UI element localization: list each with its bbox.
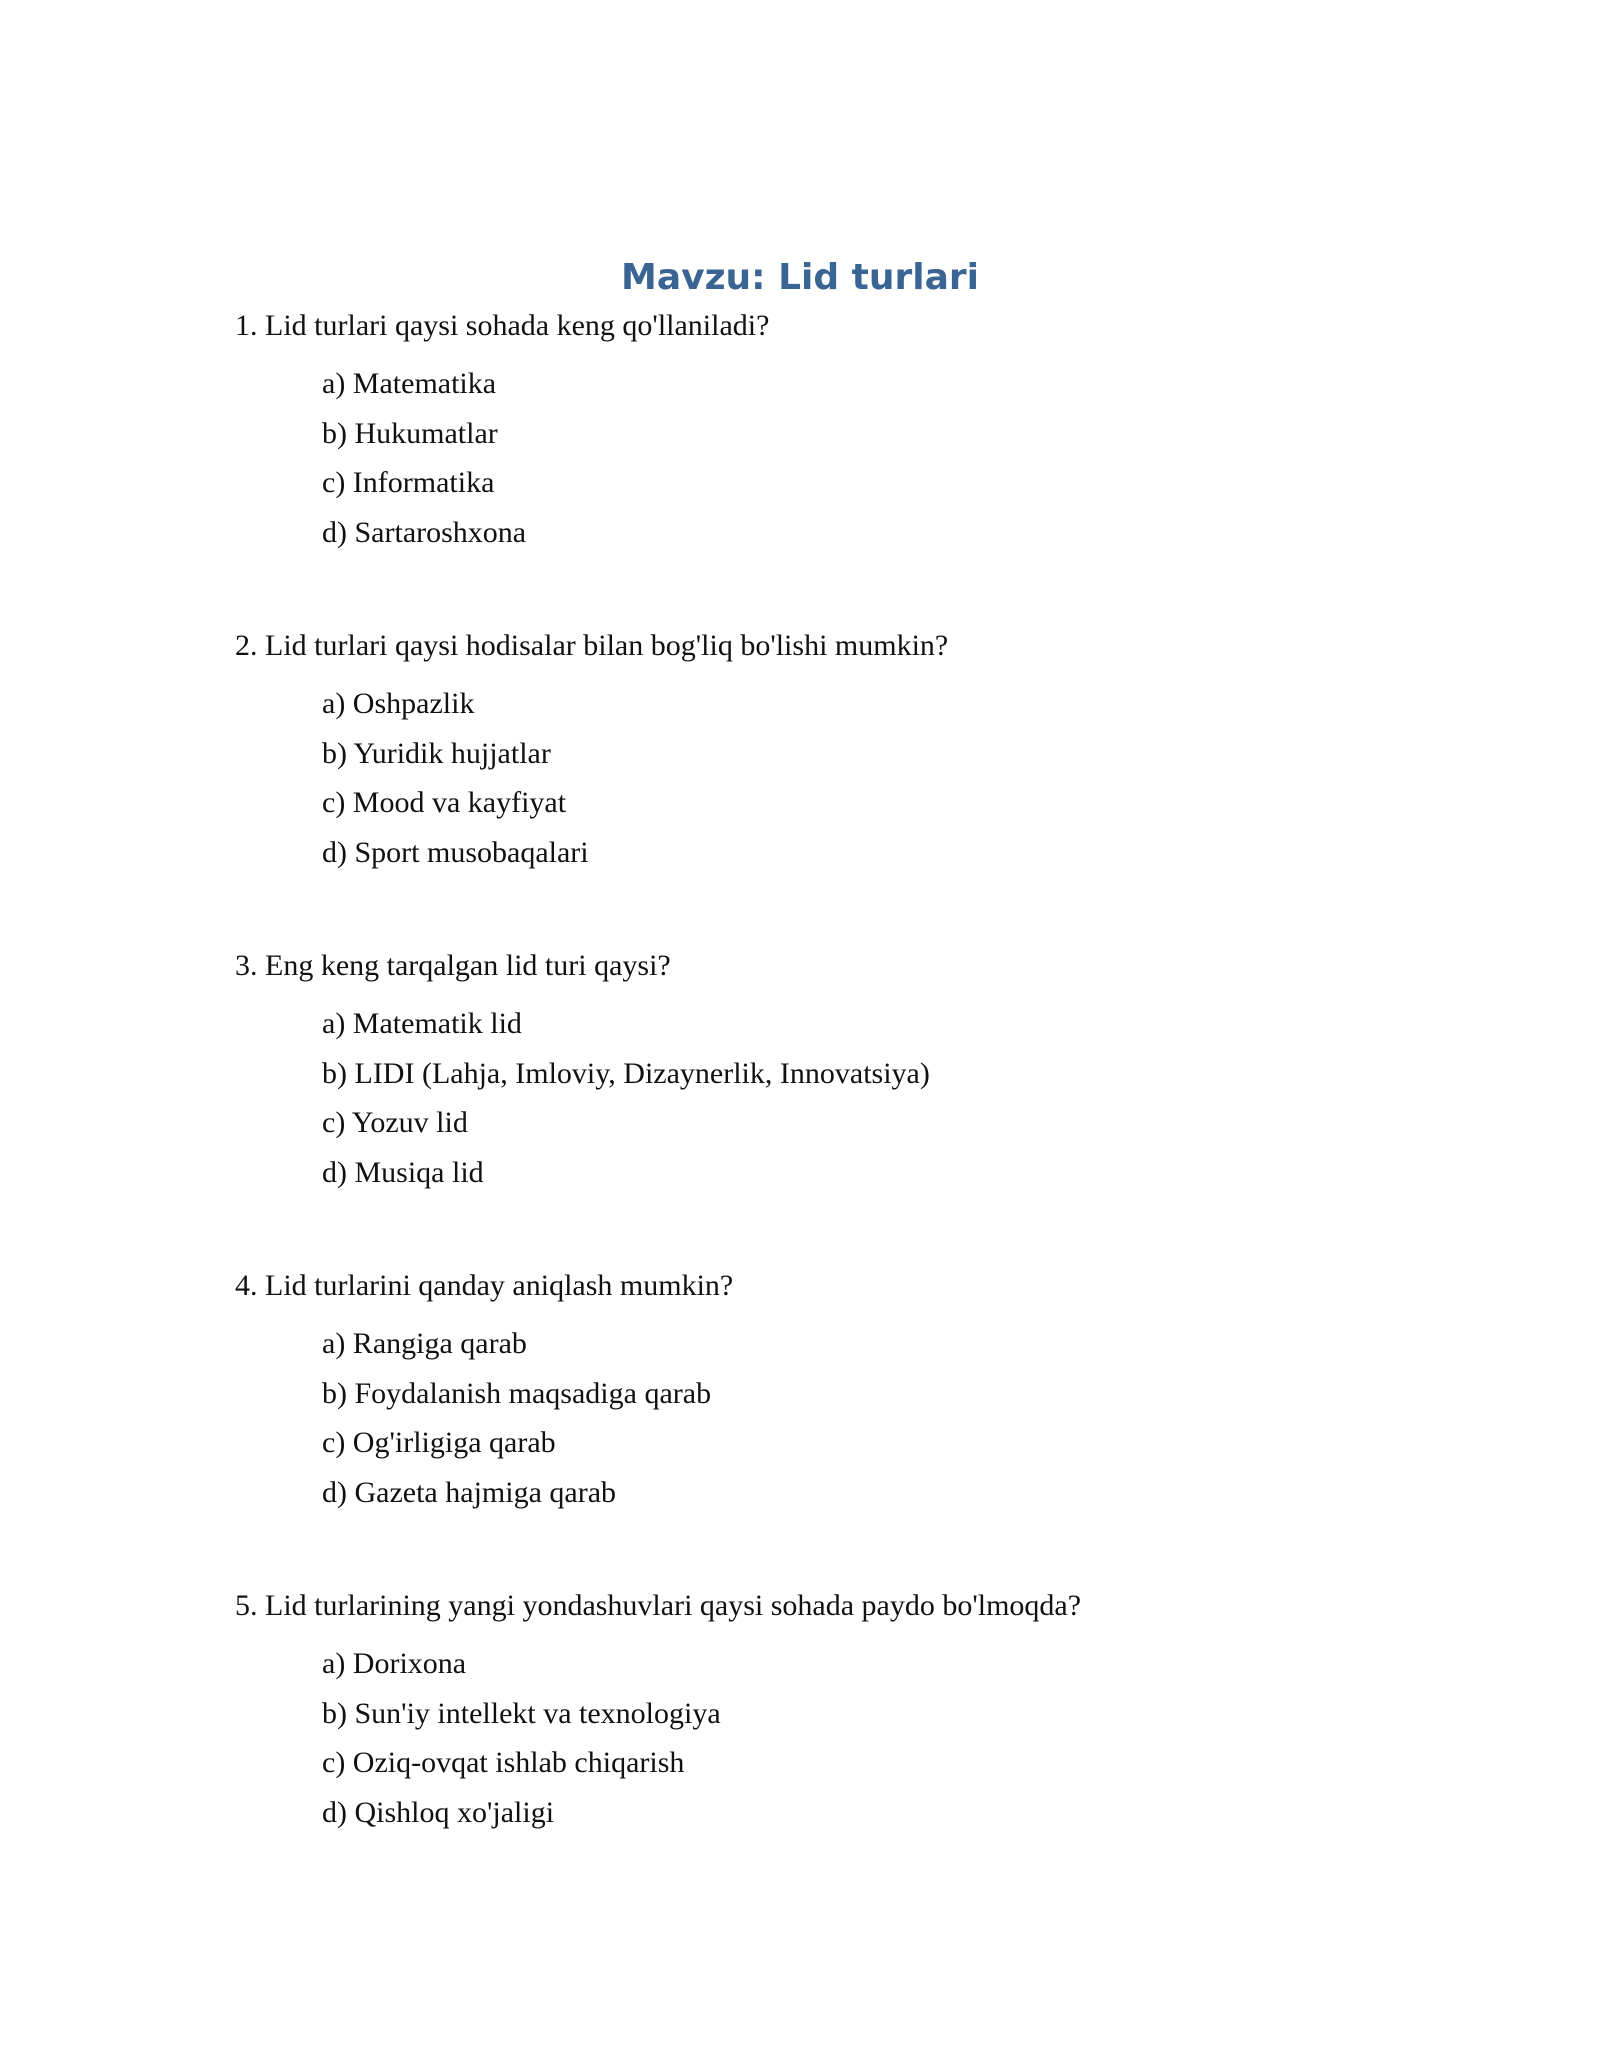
option-a: a) Dorixona [322, 1647, 467, 1680]
question-text: 3. Eng keng tarqalgan lid turi qaysi? [235, 949, 671, 982]
option-d: d) Sartaroshxona [322, 515, 527, 549]
option-b: b) Yuridik hujjatlar [322, 736, 551, 770]
option-list [235, 1639, 1435, 1837]
option-a: a) Oshpazlik [322, 687, 475, 720]
option-a: a) Matematika [322, 367, 497, 400]
option-c: c) Oziq-ovqat ishlab chiqarish [322, 1746, 685, 1779]
question-item [235, 1583, 1435, 1837]
option-list [235, 1319, 1435, 1517]
question-item [235, 623, 1435, 877]
option-c: c) Og'irligiga qarab [322, 1426, 556, 1459]
option-a: a) Rangiga qarab [322, 1327, 527, 1360]
question-list [235, 303, 1435, 1903]
option-list [235, 359, 1435, 557]
question-text: 1. Lid turlari qaysi sohada keng qo'llaniladi? [235, 309, 770, 342]
option-d: d) Sport musobaqalari [322, 835, 589, 869]
question-text: 4. Lid turlarini qanday aniqlash mumkin? [235, 1269, 734, 1302]
option-b: b) Foydalanish maqsadiga qarab [322, 1376, 712, 1410]
option-b: b) Hukumatlar [322, 416, 498, 450]
option-b: b) Sun'iy intellekt va texnologiya [322, 1696, 721, 1730]
option-d: d) Qishloq xo'jaligi [322, 1795, 555, 1829]
option-list [235, 679, 1435, 877]
option-a: a) Matematik lid [322, 1007, 522, 1040]
option-c: c) Yozuv lid [322, 1106, 468, 1139]
option-d: d) Musiqa lid [322, 1155, 484, 1189]
option-list [235, 999, 1435, 1197]
question-item [235, 1263, 1435, 1517]
question-item [235, 943, 1435, 1197]
question-text: 5. Lid turlarining yangi yondashuvlari qaysi sohada paydo bo'lmoqda? [235, 1589, 1082, 1622]
question-text: 2. Lid turlari qaysi hodisalar bilan bog'liq bo'lishi mumkin? [235, 629, 949, 662]
option-d: d) Gazeta hajmiga qarab [322, 1475, 617, 1509]
question-item [235, 303, 1435, 557]
option-c: c) Informatika [322, 466, 495, 499]
option-c: c) Mood va kayfiyat [322, 786, 567, 819]
page-title: Mavzu: Lid turlari [621, 257, 979, 298]
option-b: b) LIDI (Lahja, Imloviy, Dizaynerlik, Innovatsiya) [322, 1056, 930, 1090]
